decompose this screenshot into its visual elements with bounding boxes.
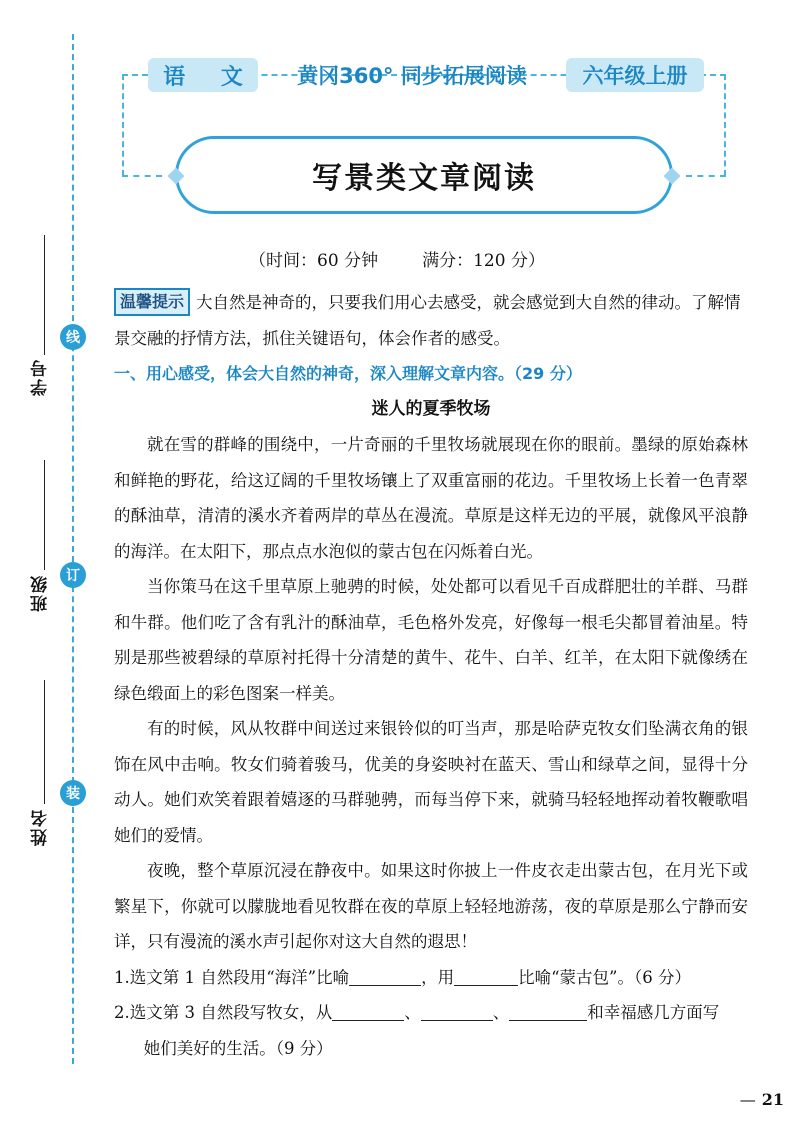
class-label: 班级: [30, 574, 51, 612]
class-underline[interactable]: [44, 460, 45, 570]
tip-badge: 温馨提示: [114, 288, 190, 316]
binding-mark-line: 线: [60, 324, 86, 350]
passage-paragraph-1: 就在雪的群峰的围绕中，一片奇丽的千里牧场就展现在你的眼前。墨绿的原始森林和鲜艳的野花，给这辽阔的千里牧场镶上了双重富丽的花边。千里牧场上长着一色青翠的酥油草，清清的溪水齐着两岸的草丛在漫流。草原是这样无边的平展，就像风平浪静的海洋。在太阳下，那点点水泡似的蒙古包在闪烁着白光。: [114, 435, 748, 561]
series-title: 黄冈360° 同步拓展阅读: [297, 64, 527, 88]
passage-title: 迷人的夏季牧场: [371, 398, 491, 419]
q2-sep-1: 、: [404, 1003, 421, 1022]
tip-paragraph: [114, 285, 748, 356]
passage-paragraph-2: 当你策马在这千里草原上驰骋的时候，处处都可以看见千百成群肥壮的羊群、马群和牛群。他们吃了含有乳汁的酥油草，毛色格外发亮，好像每一根毛尖都冒着油星。特别是那些被碧绿的草原衬托得十分清楚的黄牛、花牛、白羊、红羊，在太阳下就像绣在绿色缎面上的彩色图案一样美。: [114, 577, 748, 703]
passage-paragraph-3: 有的时候，风从牧群中间送过来银铃似的叮当声，那是哈萨克牧女们坠满衣角的银饰在风中击响。牧女们骑着骏马，优美的身姿映衬在蓝天、雪山和绿草之间，显得十分动人。她们欢笑着跟着嬉逐的马群驰骋，而每当停下来，就骑马轻轻地挥动着牧鞭歌唱她们的爱情。: [114, 719, 748, 845]
q2-text-b: 和幸福感几方面写: [587, 1003, 720, 1022]
tip-text: 大自然是神奇的，只要我们用心去感受，就会感觉到大自然的律动。了解情景交融的抒情方法，抓住关键语句，体会作者的感受。: [114, 293, 741, 348]
student-id-label: 学号: [30, 358, 51, 396]
page-dash: —: [739, 1090, 756, 1109]
title-box: [175, 136, 673, 214]
binding-mark-pack: 装: [60, 780, 86, 806]
student-id-field: [10, 358, 70, 396]
exam-meta: [0, 246, 794, 271]
class-field: [10, 574, 70, 612]
binding-mark-bind: 订: [60, 562, 86, 588]
binding-dashed-line: [72, 34, 74, 1064]
q1-blank-1[interactable]: [349, 966, 421, 986]
full-score: 满分：120 分）: [422, 251, 545, 271]
name-label: 姓名: [30, 808, 51, 846]
grade-tag: 六年级上册: [566, 58, 704, 92]
question-2: [114, 995, 748, 1031]
q1-text-b: ，用: [421, 967, 455, 987]
q1-blank-2[interactable]: [454, 966, 518, 986]
page-number: [740, 1090, 784, 1109]
q1-text-a: 1.选文第 1 自然段用“海洋”比喻: [114, 967, 350, 987]
worksheet-content: [114, 285, 748, 1066]
header-frame-left-foot: [122, 175, 162, 177]
name-field: [10, 808, 70, 846]
q1-text-c: 比喻“蒙古包”。（6 分）: [518, 967, 691, 987]
question-2-continued: 她们美好的生活。（9 分）: [143, 1038, 333, 1058]
name-underline[interactable]: [44, 680, 45, 804]
q2-sep-2: 、: [492, 1003, 510, 1022]
q2-blank-2[interactable]: [421, 1001, 493, 1021]
q2-text-a: 2.选文第 3 自然段写牧女，从: [114, 1003, 333, 1022]
page-title: 写景类文章阅读: [312, 161, 536, 196]
subject-tag: 语 文: [148, 58, 258, 92]
question-1: [114, 960, 748, 996]
time-limit: （时间：60 分钟: [249, 251, 379, 271]
page-number-value: 21: [761, 1090, 784, 1109]
passage-paragraph-4: 夜晚，整个草原沉浸在静夜中。如果这时你披上一件皮衣走出蒙古包，在月光下或繁星下，你就可以朦胧地看见牧群在夜的草原上轻轻地游荡，夜的草原是那么宁静而安详，只有漫流的溪水声引起你对这大自然的遐思！: [114, 861, 748, 951]
q2-blank-1[interactable]: [332, 1001, 404, 1021]
header-frame-right-foot: [686, 175, 726, 177]
section-heading: 一、用心感受，体会大自然的神奇，深入理解文章内容。（29 分）: [114, 364, 582, 383]
q2-blank-3[interactable]: [509, 1001, 587, 1021]
